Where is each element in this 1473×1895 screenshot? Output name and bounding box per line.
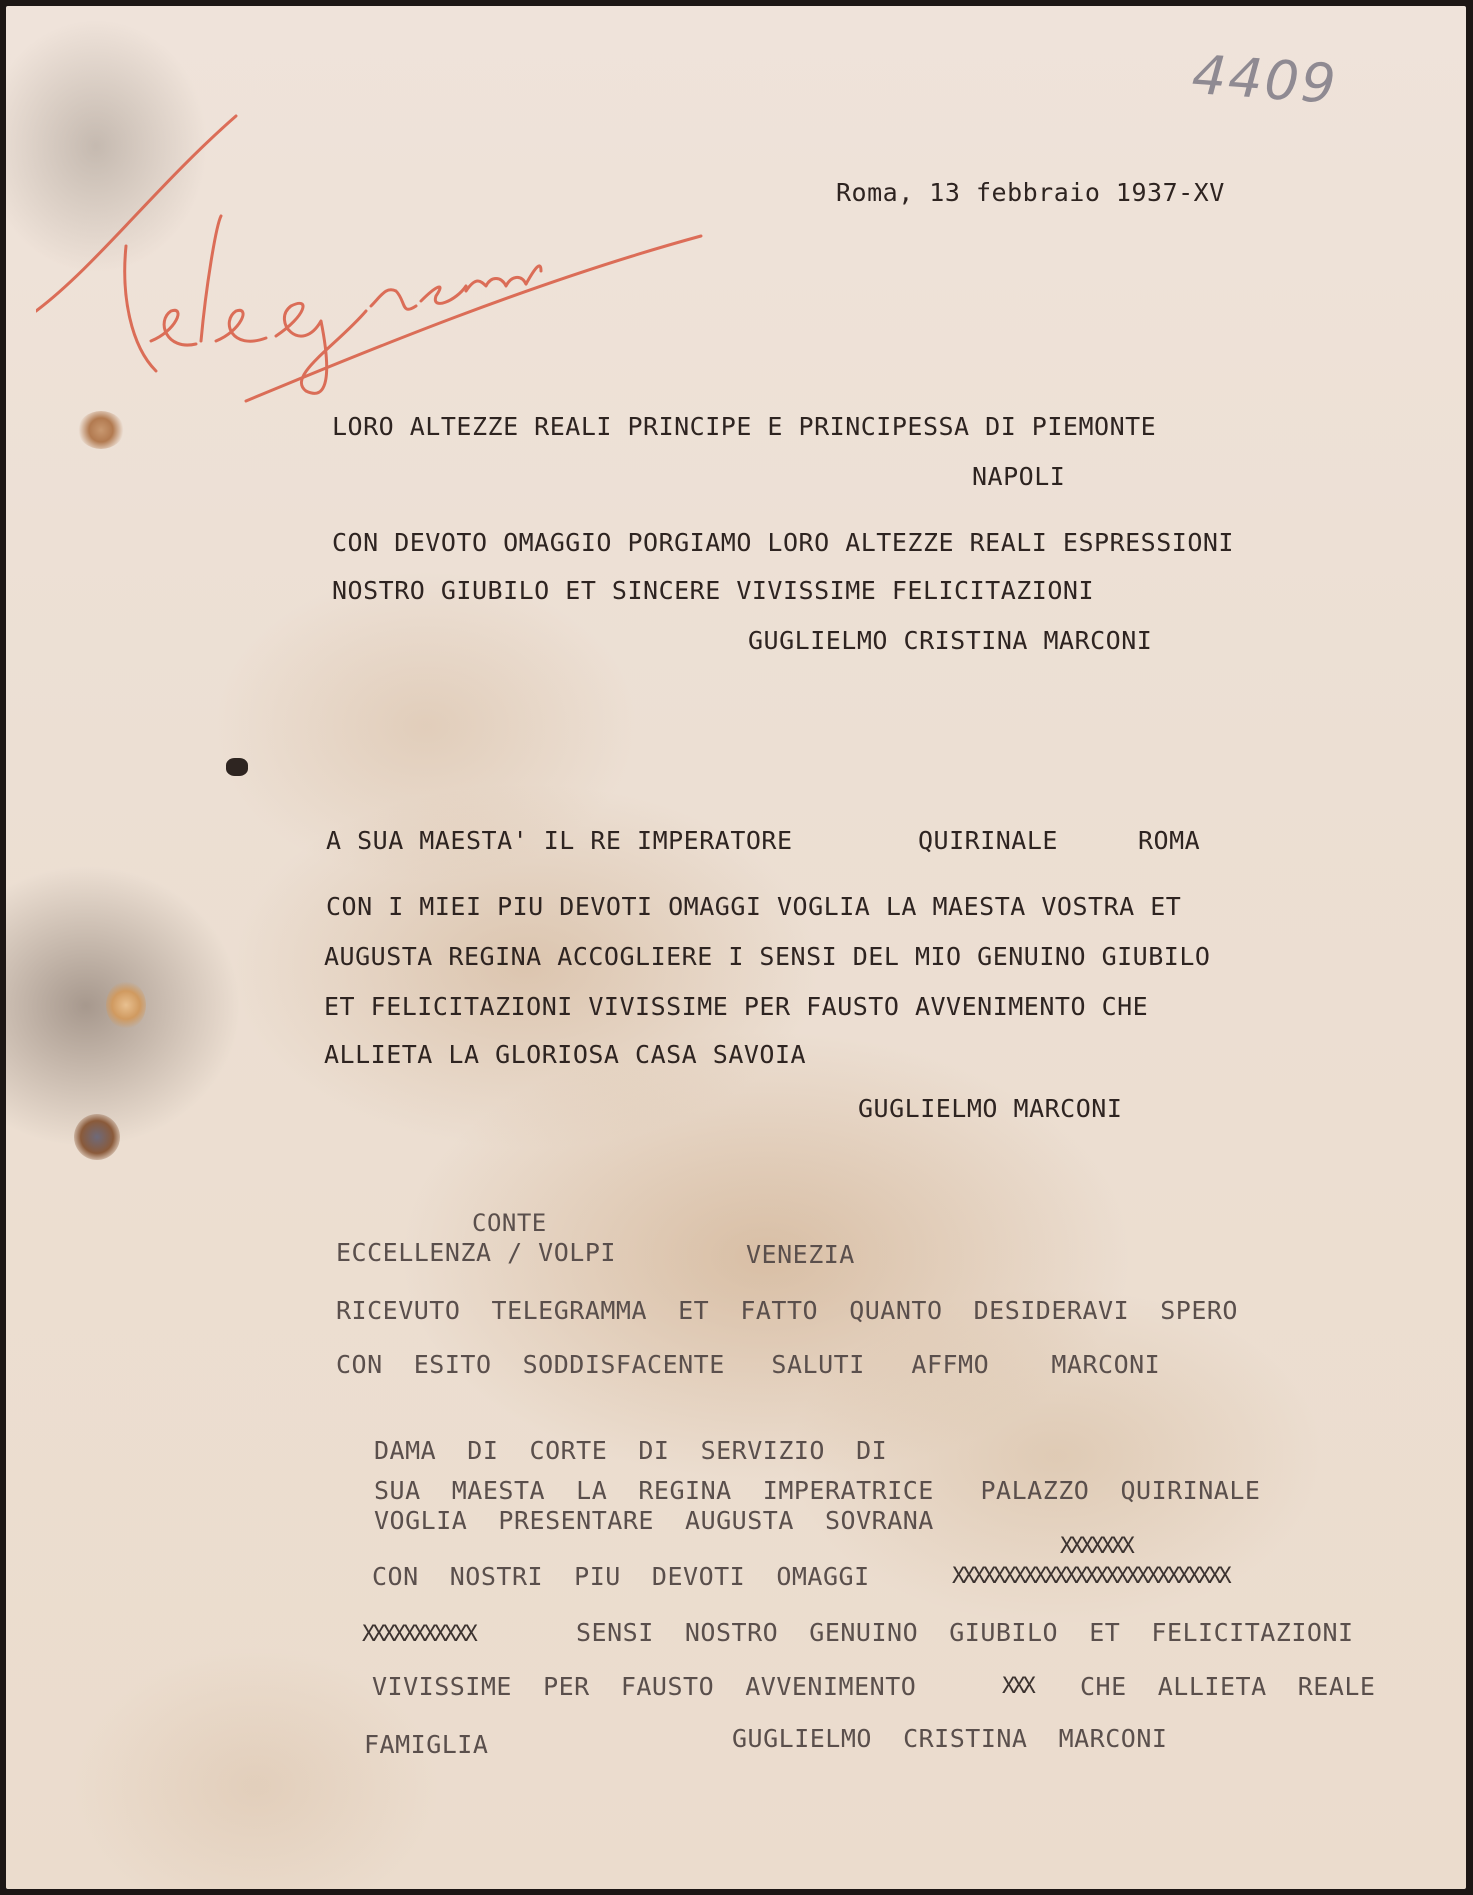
overstrike-mark: XXXXXXX (1060, 1534, 1132, 1559)
telegram2-body-line: ET FELICITAZIONI VIVISSIME PER FAUSTO AVVENIMENTO CHE (324, 992, 1149, 1021)
telegram1-signature: GUGLIELMO CRISTINA MARCONI (748, 626, 1153, 655)
telegram4-addressee-line: DAMA DI CORTE DI SERVIZIO DI (374, 1436, 888, 1465)
telegram1-city: NAPOLI (972, 462, 1066, 491)
telegram2-addressee: A SUA MAESTA' IL RE IMPERATORE (326, 826, 793, 855)
telegram4-vivissime-line: CHE ALLIETA REALE (1080, 1672, 1376, 1701)
telegram2-body-line: AUGUSTA REGINA ACCOGLIERE I SENSI DEL MIO GENUINO GIUBILO (324, 942, 1211, 971)
rust-mark (78, 411, 124, 449)
telegram1-body-line: CON DEVOTO OMAGGIO PORGIAMO LORO ALTEZZE REALI ESPRESSIONI (332, 528, 1234, 557)
telegram3-addressee: ECCELLENZA / VOLPI (336, 1238, 616, 1267)
telegram2-body-line: ALLIETA LA GLORIOSA CASA SAVOIA (324, 1040, 807, 1069)
telegram3-body-line: RICEVUTO TELEGRAMMA ET FATTO QUANTO DESIDERAVI SPERO (336, 1296, 1238, 1325)
telegram3-body-line: CON ESITO SODDISFACENTE SALUTI AFFMO MARCONI (336, 1350, 1161, 1379)
overstrike-mark: XXXXXXXXXXXXXXXXXXXXXXXXXXX (952, 1564, 1229, 1589)
telegram2-city: ROMA (1138, 826, 1201, 855)
telegram4-addressee-line: SUA MAESTA LA REGINA IMPERATRICE PALAZZO QUIRINALE (374, 1476, 1261, 1505)
telegram4-signature: GUGLIELMO CRISTINA MARCONI (732, 1724, 1168, 1753)
telegram-document-page (6, 6, 1466, 1889)
telegram1-body-line: NOSTRO GIUBILO ET SINCERE VIVISSIME FELICITAZIONI (332, 576, 1095, 605)
telegram1-addressee: LORO ALTEZZE REALI PRINCIPE E PRINCIPESSA DI PIEMONTE (332, 412, 1157, 441)
telegram3-title-insert: CONTE (472, 1209, 547, 1237)
date-line: Roma, 13 febbraio 1937-XV (836, 178, 1225, 207)
overstrike-mark: XXXXXXXXXXX (362, 1622, 475, 1647)
handwritten-telegrams-annotation (36, 106, 716, 426)
telegram2-signature: GUGLIELMO MARCONI (858, 1094, 1123, 1123)
telegram4-addressee-line: VOGLIA PRESENTARE AUGUSTA SOVRANA (374, 1506, 934, 1535)
telegram4-sensi-line: SENSI NOSTRO GENUINO GIUBILO ET FELICITAZIONI (576, 1618, 1354, 1647)
overstrike-mark: XXX (1002, 1674, 1033, 1699)
telegram4-famiglia: FAMIGLIA (364, 1730, 489, 1759)
telegram2-place: QUIRINALE (918, 826, 1058, 855)
rust-mark (106, 981, 146, 1029)
rust-mark (74, 1114, 120, 1160)
rust-mark (226, 758, 248, 776)
telegram4-omaggi-line: CON NOSTRI PIU DEVOTI OMAGGI (372, 1562, 870, 1591)
archive-number-pencil: 4409 (1189, 43, 1340, 116)
telegram3-city: VENEZIA (746, 1240, 855, 1269)
telegram2-body-line: CON I MIEI PIU DEVOTI OMAGGI VOGLIA LA MAESTA VOSTRA ET (326, 892, 1182, 921)
telegram4-vivissime-line: VIVISSIME PER FAUSTO AVVENIMENTO (372, 1672, 917, 1701)
